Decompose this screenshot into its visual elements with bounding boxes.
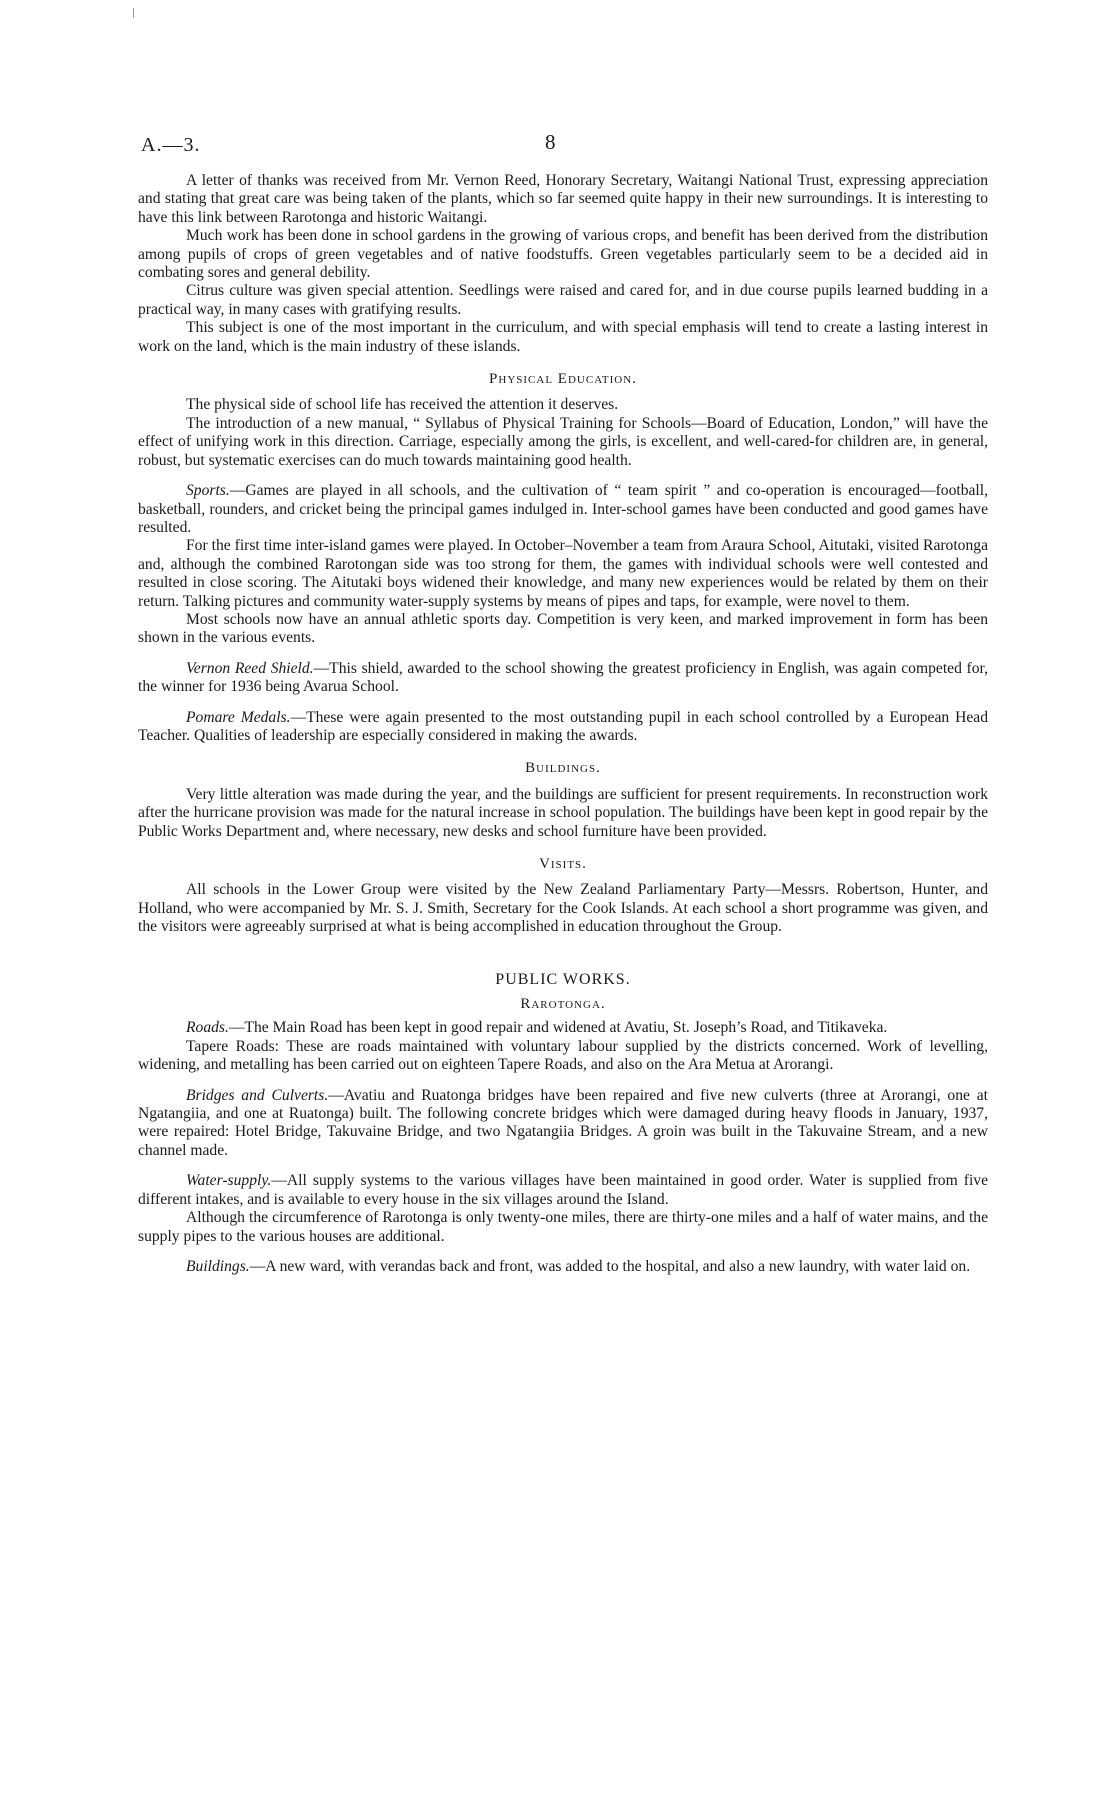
paragraph-vernon-reed-shield (138, 660, 988, 697)
paragraph-physical-side: The physical side of school life has received the attention it deserves. (186, 396, 619, 414)
sports-text: —Games are played in all schools, and the cultivation of “ team spirit ” and co-operation is encouraged—football, basketball, rounders, and cricket being the principal games indulged in. Inter-school games have been conducted and good games have resulted. (138, 482, 988, 536)
paragraph-pomare-medals (138, 709, 988, 746)
paragraph-school-gardens: Much work has been done in school gardens in the growing of various crops, and benefit has been derived from the distribution among pupils of crops of green vegetables and of native foodstuffs. Green vegetables particularly seem to be a decided aid in combating sores and general debility. (138, 227, 988, 282)
document-reference: A.—3. (141, 134, 201, 156)
paragraph-public-works-buildings (138, 1258, 988, 1276)
bridges-label: Bridges and Culverts. (186, 1086, 329, 1104)
paragraph-tapere-roads: Tapere Roads: These are roads maintained with voluntary labour supplied by the districts concerned. Work of levelling, widening, and metalling has been carried out on eighteen Tapere Roads, and also on the Ara Metua at Arorangi. (138, 1037, 988, 1074)
pw-buildings-text: —A new ward, with verandas back and front, was added to the hospital, and also a new laundry, with water laid on. (249, 1257, 971, 1275)
scan-mark (133, 8, 134, 18)
water-label: Water-supply. (186, 1172, 272, 1190)
paragraph-roads (138, 1019, 988, 1037)
paragraph-physical-manual: The introduction of a new manual, “ Syllabus of Physical Training for Schools—Board of Education, London,” will have the effect of unifying work in this direction. Carriage, especially among the girls, is excellent, and well-cared-for children are, in general, robust, but systematic exercises can do much towards maintaining good health. (138, 414, 988, 469)
paragraph-buildings: Very little alteration was made during the year, and the buildings are sufficient for present requirements. In reconstruction work after the hurricane provision was made for the natural increase in school population. The buildings have been kept in good repair by the Public Works Department and, where necessary, new desks and school furniture have been provided. (138, 785, 988, 840)
vernon-text: —This shield, awarded to the school showing the greatest proficiency in English, was again competed for, the winner for 1936 being Avarua School. (138, 659, 989, 696)
paragraph-inter-island: For the first time inter-island games were played. In October–November a team from Araura School, Aitutaki, visited Rarotonga and, although the combined Rarotongan side was too strong for them, the games with individual schools were well contested and resulted in close scoring. The Aitutaki boys widened their knowledge, and many new experiences would be related by them on their return. Talking pictures and community water-supply systems by means of pipes and taps, for example, were novel to them. (138, 537, 988, 610)
subheading-rarotonga: Rarotonga. (520, 996, 606, 1013)
section-heading-visits: Visits. (539, 856, 587, 872)
paragraph-water-supply (138, 1172, 988, 1209)
page-number: 8 (545, 130, 556, 154)
water-text: —All supply systems to the various villages have been maintained in good order. Water is supplied from five different intakes, and is available to every house in the six villages around the Island. (138, 1172, 988, 1208)
sports-label: Sports. (186, 482, 230, 500)
paragraph-bridges-culverts (138, 1087, 988, 1161)
paragraph-curriculum: This subject is one of the most important in the curriculum, and with special emphasis will tend to create a lasting interest in work on the land, which is the main industry of these islands. (138, 319, 988, 355)
pw-buildings-label: Buildings. (186, 1257, 250, 1275)
paragraph-visits: All schools in the Lower Group were visited by the New Zealand Parliamentary Party—Messrs. Robertson, Hunter, and Holland, who were accompanied by Mr. S. J. Smith, Secretary for the Cook Islands. At each school a short programme was given, and the visitors were agreeably surprised at what is being accomplished in education throughout the Group. (138, 881, 988, 936)
paragraph-athletic-sports: Most schools now have an annual athletic sports day. Competition is very keen, and marked improvement in form has been shown in the various events. (138, 610, 988, 647)
section-heading-buildings: Buildings. (525, 760, 601, 777)
roads-label: Roads. (186, 1019, 229, 1037)
section-heading-physical-education: Physical Education. (489, 371, 637, 388)
pomare-label: Pomare Medals. (186, 708, 291, 726)
paragraph-citrus-culture: Citrus culture was given special attention. Seedlings were raised and cared for, and in due course pupils learned budding in a practical way, in many cases with gratifying results. (138, 282, 988, 318)
roads-text: —The Main Road has been kept in good repair and widened at Avatiu, St. Joseph’s Road, and Titikaveka. (228, 1019, 888, 1037)
paragraph-sports (138, 482, 988, 537)
paragraph-water-mains: Although the circumference of Rarotonga is only twenty-one miles, there are thirty-one miles and a half of water mains, and the supply pipes to the various houses are additional. (138, 1209, 988, 1245)
document-body (138, 172, 988, 1276)
bridges-text: —Avatiu and Ruatonga bridges have been repaired and five new culverts (three at Arorangi, one at Ngatangiia, and one at Ruatonga) built. The following concrete bridges which were damaged during heavy floods in January, 1937, were repaired: Hotel Bridge, Takuvaine Bridge, and two Ngatangiia Bridges. A groin was built in the Takuvaine Stream, and a new channel made. (138, 1086, 988, 1159)
vernon-label: Vernon Reed Shield. (186, 659, 314, 677)
paragraph-waitangi-letter: A letter of thanks was received from Mr. Vernon Reed, Honorary Secretary, Waitangi National Trust, expressing appreciation and stating that great care was being taken of the plants, which so far seemed quite happy in their new surroundings. It is interesting to have this link between Rarotonga and historic Waitangi. (138, 172, 988, 226)
section-heading-public-works: PUBLIC WORKS. (495, 970, 631, 988)
pomare-text: —These were again presented to the most outstanding pupil in each school controlled by a European Head Teacher. Qualities of leadership are especially considered in making the awards. (138, 708, 988, 744)
